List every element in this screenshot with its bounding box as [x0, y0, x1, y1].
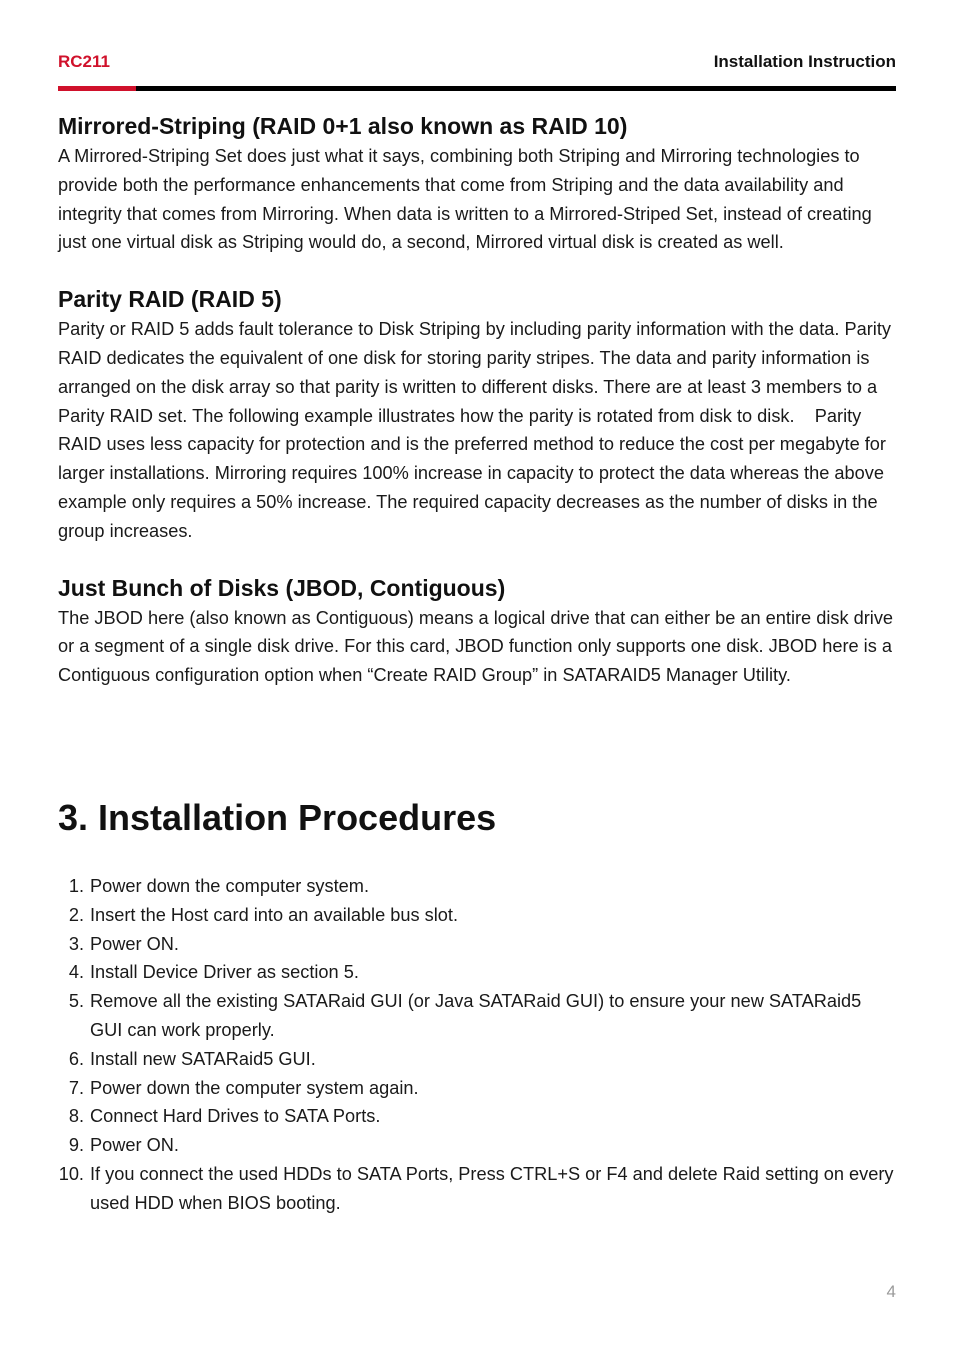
step-text: Insert the Host card into an available bus slot.	[90, 904, 458, 925]
list-item	[58, 1131, 898, 1160]
model-label: RC211	[58, 52, 110, 71]
step-text: If you connect the used HDDs to SATA Ports, Press CTRL+S or F4 and delete Raid setting on every used HDD when BIOS booting.	[90, 1163, 894, 1213]
step-number: 9.	[68, 1135, 84, 1156]
step-text: Power down the computer system.	[90, 875, 369, 896]
installation-steps-list	[58, 872, 898, 1218]
list-item	[58, 1102, 898, 1131]
header-rule-accent	[58, 86, 136, 91]
section-heading: Parity RAID (RAID 5)	[58, 286, 282, 313]
list-item	[58, 930, 898, 959]
step-number: 3.	[68, 933, 84, 954]
step-number: 5.	[68, 991, 84, 1012]
list-item	[58, 987, 898, 1045]
step-number: 1.	[68, 875, 84, 896]
header-rule	[58, 86, 896, 91]
list-item	[58, 872, 898, 901]
list-item	[58, 958, 898, 987]
step-number: 8.	[68, 1106, 84, 1127]
list-item	[58, 1074, 898, 1103]
document-title: Installation Instruction	[713, 52, 896, 71]
section-raid10	[58, 110, 898, 257]
section-jbod	[58, 572, 898, 690]
step-text: Power ON.	[90, 933, 179, 954]
step-text: Connect Hard Drives to SATA Ports.	[90, 1106, 381, 1127]
step-number: 6.	[68, 1048, 84, 1069]
section-body: Parity or RAID 5 adds fault tolerance to Disk Striping by including parity information with the data. Parity RAID dedicates the equivalent of one disk for storing parity stripes. The data and parity information is arranged on the disk array so that parity is written to different disks. There are at least 3 members to a Parity RAID set. The following example illustrates how the parity is rotated from disk to disk. Parity RAID uses less capacity for protection and is the preferred method to reduce the cost per megabyte for larger installations. Mirroring requires 100% increase in capacity to protect the data whereas the above example only requires a 50% increase. The required capacity decreases as the number of disks in the group increases.	[58, 319, 897, 541]
section-heading: Mirrored-Striping (RAID 0+1 also known as RAID 10)	[58, 113, 628, 139]
step-text: Power down the computer system again.	[90, 1077, 419, 1098]
chapter-title: 3. Installation Procedures	[58, 796, 497, 838]
list-item	[58, 901, 898, 930]
step-text: Install Device Driver as section 5.	[90, 962, 359, 983]
step-number: 7.	[68, 1077, 84, 1098]
section-raid5	[58, 283, 898, 545]
step-text: Remove all the existing SATARaid GUI (or Java SATARaid GUI) to ensure your new SATARaid5 GUI can work properly.	[90, 991, 862, 1040]
page-header	[58, 52, 896, 76]
section-body: The JBOD here (also known as Contiguous) means a logical drive that can either be an entire disk drive or a segment of a single disk drive. For this card, JBOD function only supports one disk. JBOD here is a Contiguous configuration option when “Create RAID Group” in SATARAID5 Manager Utility.	[58, 607, 894, 686]
page-number: 4	[886, 1282, 896, 1301]
step-text: Power ON.	[90, 1135, 179, 1156]
section-body: A Mirrored-Striping Set does just what it says, combining both Striping and Mirroring technologies to provide both the performance enhancements that come from Striping and the data availability and integrity that comes from Mirroring. When data is written to a Mirrored-Striped Set, instead of creating just one virtual disk as Striping would do, a second, Mirrored virtual disk is created as well.	[58, 146, 872, 253]
step-number: 2.	[68, 904, 84, 925]
step-number: 10.	[58, 1163, 84, 1184]
step-number: 4.	[68, 962, 84, 983]
step-text: Install new SATARaid5 GUI.	[90, 1048, 316, 1069]
list-item	[58, 1160, 898, 1218]
list-item	[58, 1045, 898, 1074]
page-content	[58, 110, 898, 1218]
section-heading: Just Bunch of Disks (JBOD, Contiguous)	[58, 574, 506, 601]
